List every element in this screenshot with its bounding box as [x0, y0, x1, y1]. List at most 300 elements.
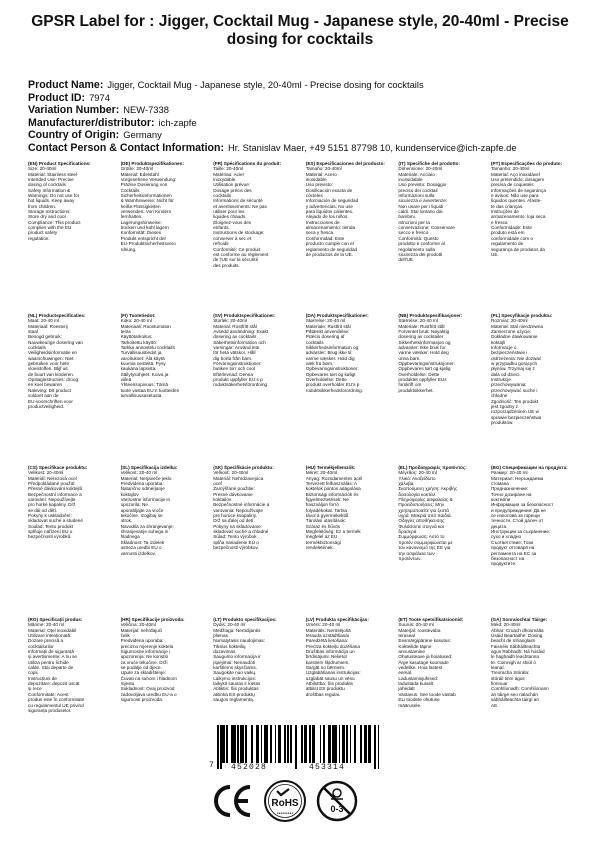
spec-line: atbilst ES produktu [305, 686, 345, 692]
spec-line: продуктите. [490, 561, 517, 567]
spec-block [28, 617, 121, 769]
ce-mark-icon [210, 778, 256, 824]
spec-line: Drž sa ďalej od detí. [213, 518, 255, 524]
spec-line: Tamanho: 20-40ml [490, 166, 530, 172]
spec-line: za vruće tekućine. Drži [120, 659, 168, 665]
spec-line: skladovať suché a chladné [213, 529, 269, 535]
spec-line: Προειδοποιήσεις: Μην [398, 502, 445, 508]
info-value: Jigger, Cocktail Mug - Japanese style, 20-40ml - Precise dosing for cocktails [107, 79, 424, 90]
spec-line: Koko: 20-40 ml [120, 318, 152, 324]
spec-line: δοσολογία κοκτέιλ [398, 491, 436, 497]
spec-line: upozorenja: Ne koristiti [120, 654, 168, 660]
spec-line: Предназначение: [490, 486, 529, 492]
spec-line: stóráil tirim agus [490, 675, 525, 681]
spec-block-title: (FR) Spécifications du produit: [213, 161, 281, 166]
spec-line: vedelike. Hoia lastest [398, 665, 443, 671]
spec-line: Upute za skladištenje: [120, 670, 166, 676]
spec-line: Soulad: Tento produkt [28, 523, 74, 529]
spec-line: tekočine. Izogibaj se [120, 513, 163, 519]
spec-line: Material: Rostfritt stål [213, 323, 257, 329]
spec-line: varování: Nepoužívejte [28, 497, 76, 503]
spec-block-title: (ES) Especificaciones del producto: [305, 161, 385, 166]
spec-line: jahedalt [398, 686, 415, 692]
spec-line: προϊόν συμμορφώνεται με [398, 539, 453, 545]
spec-line: Velikost: 20-40 ml [120, 470, 158, 476]
spec-line: copii. [28, 670, 39, 676]
spec-line: Overholdelse: Dette [398, 371, 440, 377]
spec-line: armazenamento: loja seca [490, 214, 546, 220]
info-label: Manufacturer/distributor: [28, 116, 155, 129]
spec-line: product safety [28, 230, 58, 236]
barcode [209, 725, 383, 774]
spec-line: Størrelse: 20-40 ml [398, 318, 438, 324]
spec-line: Ärge kasutage kuumade [398, 659, 449, 665]
spec-line: enfants. [213, 225, 230, 231]
spec-block-title: (LT) Produkto specifikacijos: [213, 617, 277, 622]
spec-line: Dosage précis des [213, 187, 252, 193]
spec-line: се използва за горещи [490, 513, 540, 519]
spec-line: Alejado de los niños. [305, 214, 349, 220]
spec-block [121, 465, 214, 617]
spec-line: cocktails [213, 193, 231, 199]
spec-line: Instruções de [490, 209, 519, 215]
spec-line: & Warnhinweise: Nicht für [120, 198, 174, 204]
spec-line: conformidade com o [490, 235, 534, 241]
spec-line: regulation. [28, 235, 50, 241]
spec-line: regulamento de [490, 241, 524, 247]
spec-line: butiken torr och cool [213, 366, 255, 372]
spec-line: bezpečnosti výrobkov. [213, 545, 259, 551]
spec-line: saugos reglamentą. [213, 697, 254, 703]
spec-block [213, 465, 306, 617]
spec-line: Súlad: Tento výrobok [213, 534, 257, 540]
spec-line: varme væsker. Hold dig [305, 355, 355, 361]
spec-line: Comhlíonadh: Comhlíonann [490, 686, 549, 692]
spec-line: Přesné dávkování koktejlů [28, 486, 83, 492]
info-value: Hr. Stanislav Maer, +49 5151 87798 10, kundenservice@ich-zapfe.de [228, 141, 517, 153]
spec-line: Materiale: Rustfritt stål [398, 323, 445, 329]
spec-line: fionnuar [490, 681, 508, 687]
spec-line: ELi toodete ohutuse [398, 697, 440, 703]
spec-line: Sikkerhedsinformation og [305, 345, 359, 351]
spec-line: продукт отговаря на [490, 545, 535, 551]
spec-line: Material: Oțel inoxidabil [28, 627, 77, 633]
spec-line: reglamento de seguridad [305, 246, 358, 252]
spec-line: oceľ [213, 481, 223, 487]
compliance-symbols [210, 777, 360, 825]
spec-grid [28, 161, 584, 769]
spec-line: Conformidad: Este [305, 235, 345, 241]
spec-line: Predvidena uporaba: [120, 481, 164, 487]
spec-line: pre horúce kvapaliny. [213, 513, 257, 519]
spec-line: Mărime: 20-40 ml [28, 622, 65, 628]
age-restriction-text: 0-3 [330, 804, 344, 814]
spec-line: annustamine [398, 649, 425, 655]
spec-line: Intended Use: Precise [28, 177, 74, 183]
spec-line: Éloignez-vous des [213, 219, 252, 225]
spec-line: Präzise Dosierung von [120, 182, 168, 188]
spec-line: Dosificación exacta de [305, 187, 353, 193]
spec-line: Zamierzone użycie: [490, 329, 532, 335]
spec-line: folyadékokat. Tartsa [305, 507, 347, 513]
spec-line: dosing of cocktails [28, 182, 66, 188]
spec-line: kuumia nesteitä. Pysy [120, 361, 166, 367]
spec-line: Paredzētā lietošana: [305, 638, 349, 644]
spec-line: Materiál: Nerezová ocel [28, 475, 77, 481]
spec-line: conserver à sec et [213, 235, 252, 241]
info-label: Product ID: [28, 91, 86, 104]
spec-line: splňuje nařízení EU o [28, 529, 73, 535]
spec-line: advarsler: Brug ikke til [305, 350, 352, 356]
spec-line: Avsedd användning: Exakt [213, 329, 269, 335]
spec-block [306, 313, 399, 465]
spec-line: termékbiztonsági [305, 539, 341, 545]
spec-line: Οδηγίες αποθήκευσης: [398, 518, 446, 524]
spec-line: Påtænkt anvendelse: [305, 329, 350, 335]
spec-line: Μέγεθος: 20-40 ml [398, 470, 437, 476]
spec-line: Úsáid Beartaithe: Dosing [490, 633, 543, 639]
spec-line: liquides chauds. [213, 214, 247, 220]
spec-line: líquidos quentes. Afaste- [490, 198, 542, 204]
spec-line: Storlek: 20-40ml [213, 318, 247, 324]
spec-block [213, 313, 306, 465]
spec-line: Uso previsto: [305, 182, 333, 188]
spec-line: AE. [490, 702, 499, 708]
spec-line: Instructions de stockage: [213, 230, 265, 236]
spec-line: Materijal: nehrđajući [120, 627, 163, 633]
spec-line: Συμμόρφωση: Αυτό το [398, 534, 445, 540]
spec-line: utiliser pour les [213, 209, 245, 215]
spec-line: uzglabāt sausu un vēsu [305, 675, 355, 681]
spec-line: Veiligheidsinformatie en [28, 350, 78, 356]
spec-line: inoxidable [305, 177, 327, 183]
spec-line: χάλυβα [398, 481, 414, 487]
spec-line: Præcis dosering af [305, 334, 345, 340]
spec-block-title: (SL) Specifikacija izdelka: [120, 465, 178, 470]
spec-line: Anyag: Rozsdamentes acél [305, 475, 363, 481]
spec-line: est conforme au règlement [213, 251, 269, 257]
spec-line: Varnostne informacije in [120, 497, 171, 503]
spec-line: varningar: Använd inte [213, 345, 260, 351]
spec-line: koktajlov [120, 491, 139, 497]
spec-line: Dimensione: 20-40ml [398, 166, 443, 172]
spec-line: Materiāls: Nerūsējošā [305, 627, 351, 633]
spec-line: Υλικό: Ανοξείδωτο [398, 475, 436, 481]
spec-line: cu regulamentul UE privind [28, 702, 84, 708]
spec-line: prodotto è conforme al [398, 241, 445, 247]
spec-line: Instrucciones de [305, 219, 340, 225]
spec-line: sicurezza dei prodotti [398, 251, 443, 257]
spec-block [491, 465, 584, 617]
spec-line: Compliance: This product [28, 219, 81, 225]
spec-line: Informazioni sulla [398, 193, 435, 199]
spec-line: Pokyny na skladovanie: [213, 523, 262, 529]
spec-line: Sargāt no bērniem. [305, 665, 346, 671]
spec-line: Materiaal: Roestvrij [28, 323, 68, 329]
barcode-left-digits: 452028 [231, 763, 268, 772]
spec-line: Materiale: Rustfrit stål [305, 323, 351, 329]
spec-line: Size: 20-40ml [28, 166, 57, 172]
spec-line: dala od dzieci. [490, 371, 521, 377]
spec-line: Forventet bruk: Nøyaktig [398, 329, 450, 335]
spec-line: an táirge seo rialachán [490, 691, 538, 697]
spec-line: Utilizare intenționată: [28, 633, 72, 639]
spec-line: de productos de la UE. [305, 251, 353, 257]
spec-line: Materiál: Nehrdzavejúca [213, 475, 264, 481]
spec-line: uporabljajte za vroče [120, 507, 164, 513]
spec-line: zadovoljava uredbu EU-a o [120, 691, 177, 697]
spec-line: Čuvati na suhom i hladnom [120, 675, 177, 681]
spec-line: Saugokite nuo vaikų. [213, 670, 257, 676]
spec-line: regolamento sulla [398, 246, 436, 252]
spec-line: de l'UE sur la sécurité [213, 257, 259, 263]
spec-block [398, 313, 491, 465]
spec-line: calde. Stai departe de [28, 665, 74, 671]
spec-line: varovania: Nepoužívajte [213, 507, 263, 513]
info-value: NEW-7338 [123, 104, 169, 116]
spec-line: hladnega [120, 534, 140, 540]
spec-line: Vorgesehene Verwendung: [120, 177, 177, 183]
spec-line: te. Coinnigh ar shiúl ó [490, 659, 536, 665]
spec-line: määrusele. [398, 702, 422, 708]
spec-line: Størrelse: 20-40 ml [305, 318, 346, 324]
spec-line: Tamaño: 20-40ml [305, 166, 342, 172]
spec-line: unna barn. [398, 355, 421, 361]
spec-line: įspėjimai: Nenaudoti [213, 659, 255, 665]
spec-line: væk fra børn. [305, 361, 334, 367]
spec-line: Sikkerhetsinformasjon og [398, 339, 451, 345]
info-value: Germany [123, 129, 162, 141]
spec-line: Säkerhetsinformation och [213, 339, 266, 345]
spec-line: forskrift om [398, 382, 422, 388]
spec-block [213, 161, 306, 313]
spec-line: Non usare per i liquidi [398, 203, 444, 209]
spec-line: și rece [28, 686, 42, 692]
spec-line: varoitukset: Älä käytä [120, 355, 165, 361]
spec-line: koktailov [213, 497, 232, 503]
info-row-country-of-origin [28, 129, 588, 142]
spec-row [28, 465, 584, 617]
spec-line: le haghaidh leachtanna [490, 654, 539, 660]
spec-line: producto cumple con el [305, 241, 354, 247]
spec-line: Atitiktis: Šis produktas [213, 686, 259, 692]
spec-line: preciso dei cocktail [398, 187, 438, 193]
barcode-lead-digit: 7 [209, 761, 214, 770]
spec-block-title: (CS) Specifikace produktu: [28, 465, 88, 470]
spec-line: Sicherheitsinformationen [120, 193, 172, 199]
spec-line: karstiem šķidrumiem. [305, 659, 350, 665]
svg-text:●●●●●●●●●: ●●●●●●●●● [276, 811, 294, 815]
spec-line: conservazione: Conservare [398, 225, 455, 231]
spec-line: Istruzioni per la [398, 219, 430, 225]
spec-line: Zamýšľané použitie: [213, 486, 255, 492]
spec-line: Oppbevaringsinstruksjoner: [398, 361, 455, 367]
spec-line: dosering av cocktails [213, 334, 257, 340]
spec-block-title: (PL) Specyfikacje produktu: [490, 313, 553, 318]
spec-row [28, 313, 584, 465]
spec-line: Safety Information & [28, 187, 71, 193]
spec-line: ostrzeżenia: Nie dozwać [490, 355, 542, 361]
spec-line: precisa de coquetéis [490, 182, 534, 188]
info-label: Variation Number: [28, 104, 120, 117]
spec-line: сухо и хладно [490, 534, 522, 540]
barcode-right-digits: 453314 [309, 763, 346, 772]
spec-line: caldi. Stai lontano dai [398, 209, 443, 215]
spec-line: Saugumo informacija ir [213, 654, 261, 660]
spec-line: Φυλάσσετε στεγνά και [398, 523, 444, 529]
spec-block-title: (BG) Спецификации на продукта: [490, 465, 568, 470]
spec-line: complies with the EU [28, 225, 72, 231]
spec-line: Předpokládané použití: [28, 481, 76, 487]
spec-line: Инструкции за съхранение: [490, 529, 551, 535]
spec-line: Tarkoitettu käyttö: [120, 339, 157, 345]
spec-line: teraseal [398, 633, 415, 639]
spec-line: agus Rabhadh: Ná húsáid [490, 649, 545, 655]
spec-line: Dokładne dawkowanie [490, 334, 538, 340]
spec-line: produktsikkerhet. [398, 387, 434, 393]
spec-line: produktów. [490, 419, 514, 425]
spec-line: tuote vastaa EU:n tuotteiden [120, 387, 180, 393]
spec-line: from children. [28, 203, 57, 209]
spec-line: Medžiaga: Nerūdijantis [213, 627, 261, 633]
spec-line: verwenden. Von Kindern [120, 209, 172, 215]
spec-line: Πληροφορίες ασφαλείας & [398, 497, 453, 503]
spec-block [491, 161, 584, 313]
spec-line: tērauda uzstādīšanai [305, 633, 349, 639]
info-label: Contact Person & Contact Information: [28, 141, 224, 154]
spec-line: mjestu [120, 681, 135, 687]
spec-block-title: (RO) Specificații produs: [28, 617, 83, 622]
spec-line: Точно дозиране на [490, 491, 532, 497]
spec-line: Kokteilide täpne [398, 643, 432, 649]
spec-line: προϊόντων. [398, 555, 422, 561]
spec-line: Veličina: 20-40ml [120, 622, 156, 628]
spec-line: Größe: 20-40ml [120, 166, 154, 172]
spec-line: hot liquids. Keep away [28, 198, 75, 204]
spec-line: Informații de siguranță [28, 649, 74, 655]
spec-line: UE. [490, 251, 499, 257]
info-value: 7974 [89, 91, 110, 103]
spec-line: Precīza kokteiļu dozēšana [305, 643, 360, 649]
spec-line: cocktails [28, 345, 46, 351]
spec-line: EU-Produktsicherheitsvero [120, 241, 176, 247]
info-label: Product Name: [28, 79, 104, 91]
spec-line: sábháilteachta táirgí an [490, 697, 539, 703]
spec-line: dosering av cocktailer [398, 334, 444, 340]
spec-line: beacht de mhanglaim [490, 638, 536, 644]
spec-line: τον κανονισμό της ΕΕ για [398, 545, 451, 551]
spec-line: produkt overholder EU's p [305, 382, 360, 388]
spec-line: Overholdelse: Dette [305, 377, 347, 383]
spec-line: siguranța produselor. [28, 707, 72, 713]
spec-block [306, 465, 399, 617]
spec-line: płynów. Trzymaj się z [490, 366, 535, 372]
spec-line: rozporządzeniem UE w [490, 409, 539, 415]
spec-block-title: (DE) Produktspezifikationen: [120, 161, 185, 166]
rohs-icon [262, 778, 308, 824]
spec-block [28, 161, 121, 313]
spec-line: Dozare precisă a [28, 638, 64, 644]
spec-line: Predviđena uporaba: [120, 638, 164, 644]
spec-line: fernhalten. [120, 214, 143, 220]
spec-block-title: (IT) Specifiche del prodotto: [398, 161, 460, 166]
spec-line: des produits. [213, 262, 240, 268]
spec-line: Säilytysohjeet: Kuiva ja [120, 371, 169, 377]
spec-line: Material: Aço inoxidável [490, 171, 540, 177]
spec-block [28, 465, 121, 617]
spec-line: Drošības informācija un [305, 649, 355, 655]
spec-line: Tikslus kokteilių [213, 643, 246, 649]
spec-line: Materjal: roostevaba [398, 627, 441, 633]
spec-line: varnosti izdelkov. [120, 550, 156, 556]
spec-line: Conformité: Ce produit [213, 246, 260, 252]
spec-line: Ladustamisjuhised: [398, 675, 439, 681]
spec-block [121, 161, 214, 313]
spec-line: Материал: Неръждаема [490, 475, 544, 481]
spec-line: productveiligheid. [28, 403, 65, 409]
spec-block [398, 465, 491, 617]
spec-line: Efterlevnad: Denna [213, 371, 253, 377]
spec-line: cocktailurilor [28, 643, 54, 649]
spec-line: Velikost: 20-40ml [28, 470, 64, 476]
spec-block-title: (GA) Sonraíochtaí Táirge: [490, 617, 548, 622]
spec-line: Izmērs: 20-40 ml [305, 622, 341, 628]
spec-line: децата. [490, 523, 508, 529]
spec-line: de buurt van kinderen. [28, 371, 75, 377]
spec-line: Informations de sécurité [213, 198, 263, 204]
spec-line: Cocktails [120, 187, 140, 193]
age-restriction-icon [314, 778, 360, 824]
spec-block-title: (DA) Produktspecifikationer: [305, 313, 369, 318]
spec-block-title: (HU) Termékjellemzők: [305, 465, 356, 470]
spec-line: brīdinājumi: Nelietot [305, 654, 347, 660]
spec-line: Yhteensopivuus: Tämä [120, 382, 168, 388]
spec-line: Съответствие: Този [490, 539, 534, 545]
barcode-bars [217, 725, 379, 763]
spec-line: cocktails [305, 339, 324, 345]
spec-line: para líquidos calientes. [305, 209, 354, 215]
spec-line: Bezpečnostné informácie a [213, 502, 270, 508]
spec-line: χρησιμοποιείτε για ζεστά [398, 507, 449, 513]
rohs-text: RoHS [271, 798, 299, 809]
spec-line: коктейли [490, 497, 511, 503]
spec-block-title: (EN) Product Specifications: [28, 161, 91, 166]
spec-line: te das crianças. [490, 203, 524, 209]
spec-line: и предупреждения: Да не [490, 507, 546, 513]
spec-line: jest zgodny z [490, 403, 519, 409]
spec-line: seca y fresca [305, 230, 334, 236]
spec-line: utiliza pentru lichide [28, 659, 69, 665]
spec-line: heiße Flüssigkeiten [120, 203, 161, 209]
spec-line: Rozmiar: 20-40ml [490, 318, 528, 324]
spec-line: Veľkosť: 20-40ml [213, 470, 249, 476]
spec-line: Naleving: Dit product [28, 387, 72, 393]
spec-block [491, 617, 584, 769]
spec-line: depozitare: depozit uscat [28, 681, 80, 687]
info-label: Country of Origin: [28, 129, 120, 142]
spec-line: segurança de produtos da [490, 246, 545, 252]
spec-line: Tervezett felhasználás: A [305, 481, 358, 487]
spec-line: ladustada kuivalt [398, 681, 433, 687]
spec-block-title: (NL) Productspecificaties: [28, 313, 86, 318]
spec-line: leanaí. [490, 665, 505, 671]
spec-line: Instrucțiuni de [28, 675, 57, 681]
spec-line: Matériau: Acier [213, 171, 245, 177]
spec-line: viileä [120, 377, 132, 383]
spec-line: Material: Stainless steel [28, 171, 78, 177]
spec-line: Konformität: Dieses [120, 230, 162, 236]
spec-line: Pokyny k uskladnění: [28, 513, 72, 519]
